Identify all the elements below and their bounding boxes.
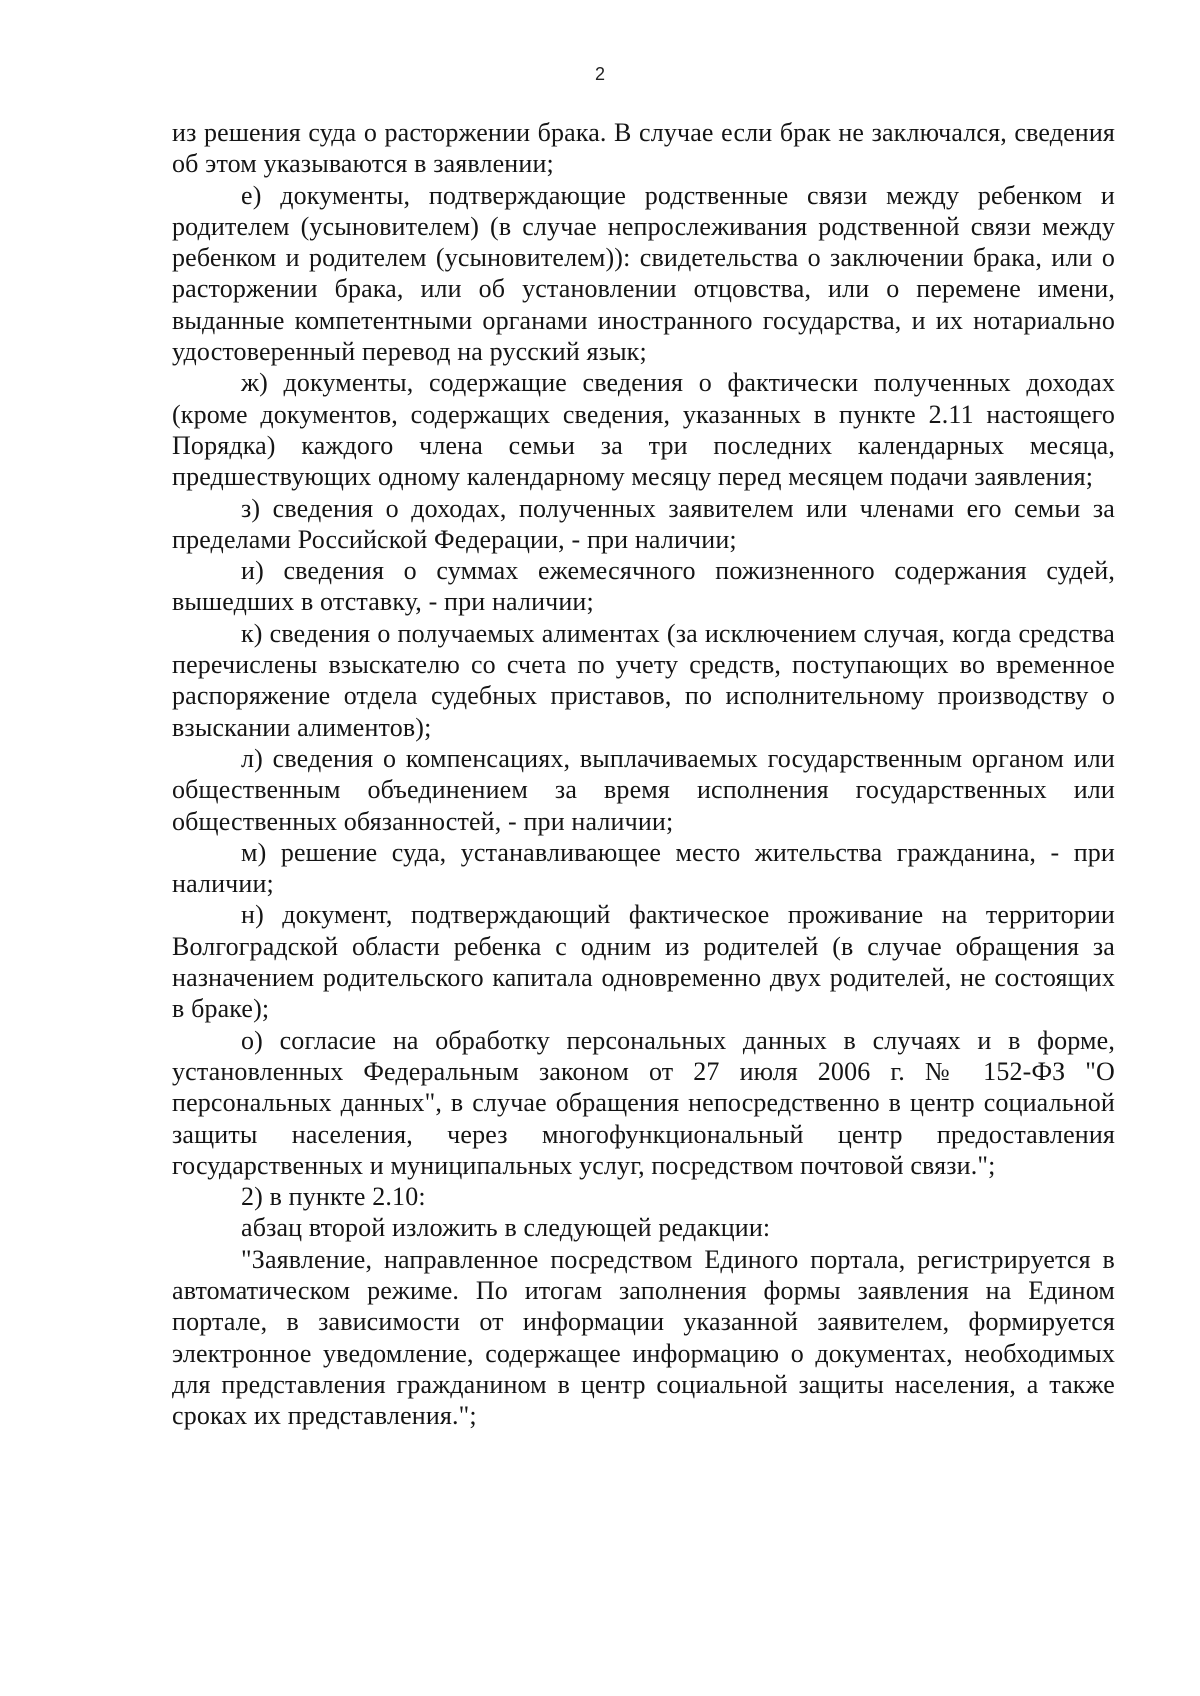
paragraph: из решения суда о расторжении брака. В случае если брак не заключался, сведения об этом указываются в заявлении; xyxy=(172,118,1115,179)
paragraph: 2) в пункте 2.10: xyxy=(241,1182,426,1212)
paragraph: "Заявление, направленное посредством Единого портала, регистрируется в автоматическом режиме. По итогам заполнения формы заявления на Едином портале, в зависимости от информации указанной заявителем, формируется электронное уведомление, содержащее информацию о документах, необходимых для представления гражданином в центр социальной защиты населения, а также сроках их представления."; xyxy=(172,1244,1115,1431)
paragraph: абзац второй изложить в следующей редакции: xyxy=(241,1213,771,1243)
page-number: 2 xyxy=(594,64,605,84)
paragraph: е) документы, подтверждающие родственные связи между ребенком и родителем (усыновителем) (в случае непрослеживания родственной связи между ребенком и родителем (усыновителем)): свидетельства о заключении брака, или о расторжении брака, или об установлении отцовства, или о перемене имени, выданные компетентными органами иностранного государства, и их нотариально удостоверенный перевод на русский язык; xyxy=(172,180,1115,367)
paragraph: л) сведения о компенсациях, выплачиваемых государственным органом или общественным объединением за время исполнения государственных или общественных обязанностей, - при наличии; xyxy=(172,743,1115,836)
paragraph: ж) документы, содержащие сведения о фактически полученных доходах (кроме документов, содержащих сведения, указанных в пункте 2.11 настоящего Порядка) каждого члена семьи за три последних календарных месяца, предшествующих одному календарному месяцу перед месяцем подачи заявления; xyxy=(172,368,1115,492)
paragraph: о) согласие на обработку персональных данных в случаях и в форме, установленных Федеральным законом от 27 июля 2006 г. № 152-ФЗ "О персональных данных", в случае обращения непосредственно в центр социальной защиты населения, через многофункциональный центр предоставления государственных и муниципальных услуг, посредством почтовой связи."; xyxy=(172,1025,1115,1180)
paragraph: и) сведения о суммах ежемесячного пожизненного содержания судей, вышедших в отставку, - при наличии; xyxy=(172,556,1115,617)
paragraph: м) решение суда, устанавливающее место жительства гражданина, - при наличии; xyxy=(172,837,1115,899)
paragraph: н) документ, подтверждающий фактическое проживание на территории Волгоградской области ребенка с одним из родителей (в случае обращения за назначением родительского капитала одновременно двух родителей, не состоящих в браке); xyxy=(172,900,1115,1024)
paragraph: к) сведения о получаемых алиментах (за исключением случая, когда средства перечислены взыскателю со счета по учету средств, поступающих во временное распоряжение отдела судебных приставов, по исполнительному производству о взыскании алиментов); xyxy=(172,618,1115,742)
document-body xyxy=(172,117,1115,1431)
paragraph: з) сведения о доходах, полученных заявителем или членами его семьи за пределами Российской Федерации, - при наличии; xyxy=(172,493,1115,554)
